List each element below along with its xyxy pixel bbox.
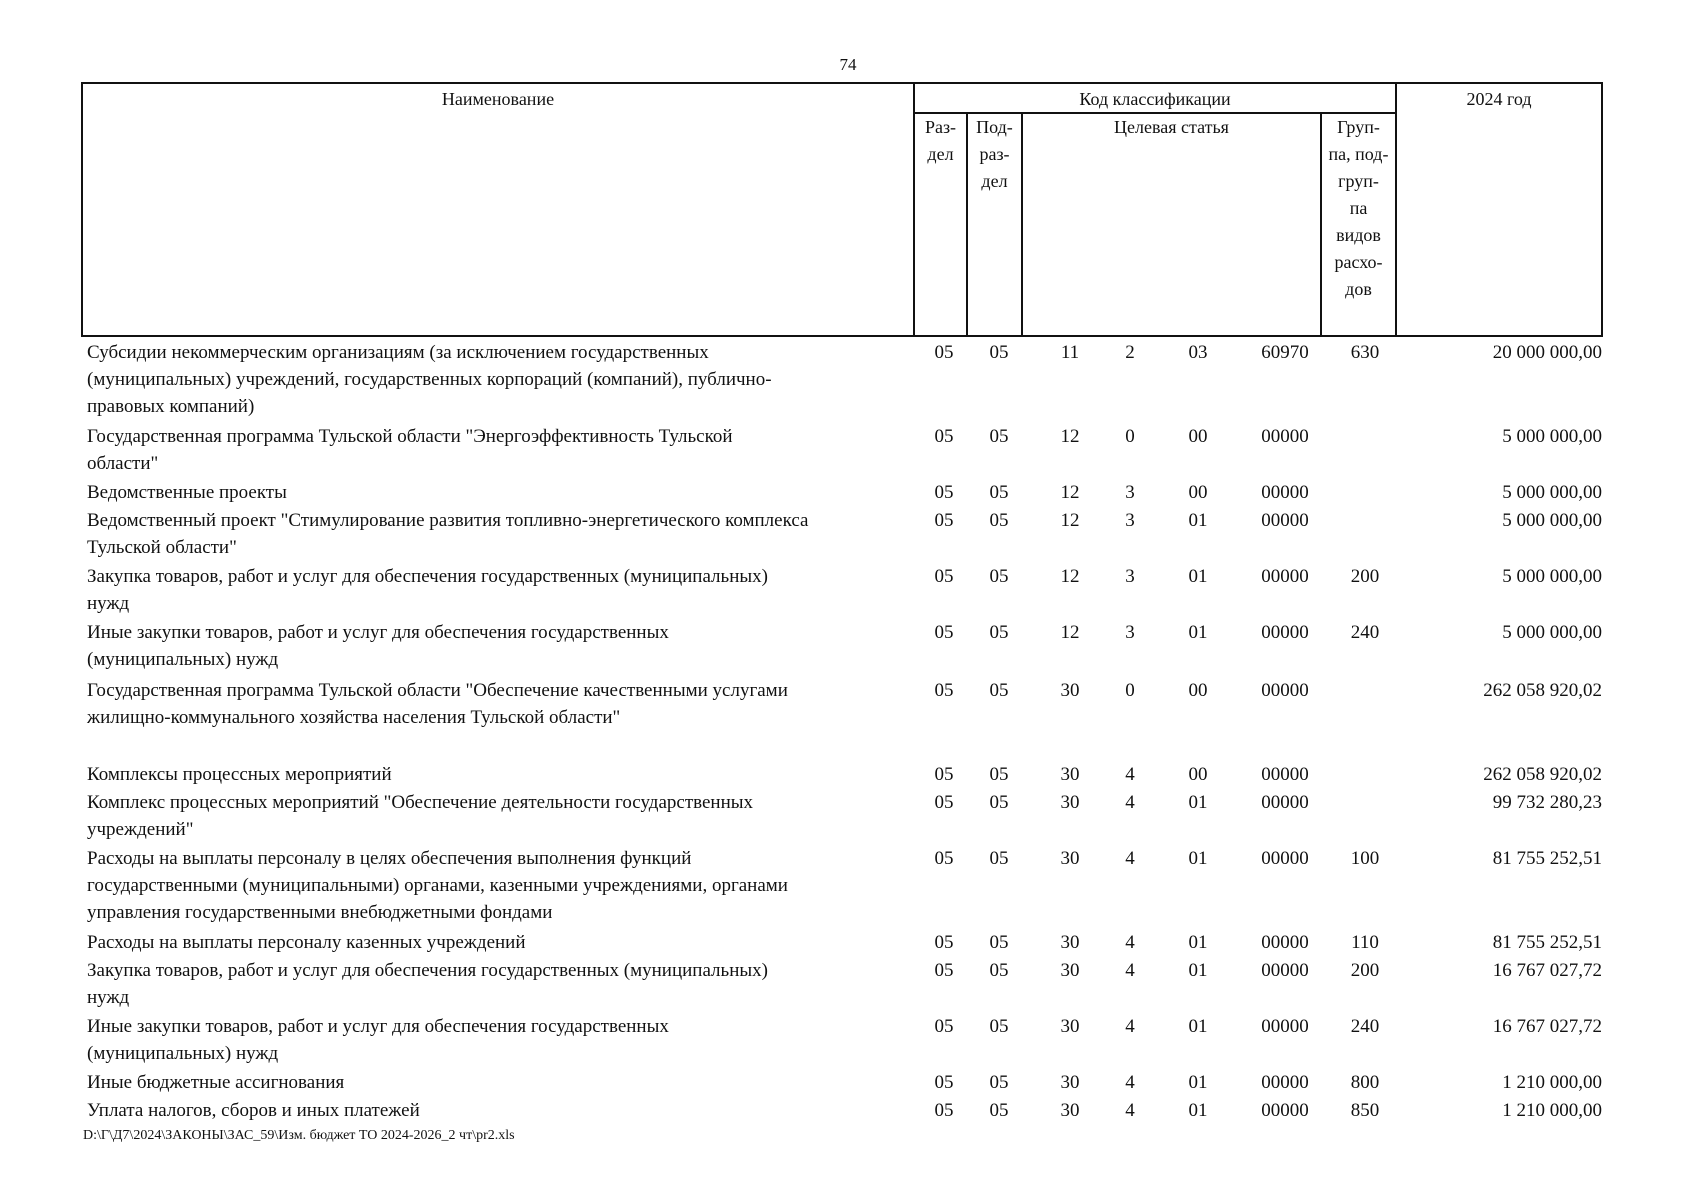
row-event-code: 00	[1188, 680, 1208, 701]
row-razdel: 05	[934, 510, 954, 531]
row-podrazdel: 05	[989, 342, 1009, 363]
row-event-code: 00	[1188, 482, 1208, 503]
row-amount: 262 058 920,02	[1483, 764, 1602, 785]
row-name: Иные закупки товаров, работ и услуг для обеспечения государственных (муниципальных) нужд	[87, 622, 669, 670]
row-program-code: 11	[1060, 342, 1080, 363]
row-subprogram-code: 3	[1125, 622, 1135, 643]
row-program-code: 12	[1060, 622, 1080, 643]
row-razdel: 05	[934, 1072, 954, 1093]
row-expense-type: 110	[1351, 932, 1379, 953]
row-subprogram-code: 4	[1125, 932, 1135, 953]
row-program-code: 12	[1060, 566, 1080, 587]
row-event-code: 01	[1188, 960, 1208, 981]
row-direction-code: 00000	[1261, 1016, 1309, 1037]
row-expense-type: 100	[1350, 848, 1380, 869]
row-name: Расходы на выплаты персоналу казенных учреждений	[87, 932, 526, 953]
row-name: Комплексы процессных мероприятий	[87, 764, 392, 785]
row-subprogram-code: 3	[1125, 482, 1135, 503]
row-name: Ведомственные проекты	[87, 482, 287, 503]
row-name: Субсидии некоммерческим организациям (за исключением государственных (муниципальных) учреждений, государственных корпораций (компаний), публично- правовых компаний)	[87, 342, 772, 417]
row-name: Иные бюджетные ассигнования	[87, 1072, 345, 1093]
row-event-code: 01	[1188, 566, 1208, 587]
row-subprogram-code: 4	[1125, 848, 1135, 869]
row-subprogram-code: 4	[1125, 1016, 1135, 1037]
row-program-code: 30	[1060, 932, 1080, 953]
row-program-code: 30	[1060, 792, 1080, 813]
row-name: Государственная программа Тульской области "Обеспечение качественными услугами жилищно-коммунального хозяйства населения Тульской области"	[87, 680, 788, 728]
row-direction-code: 00000	[1261, 622, 1309, 643]
row-podrazdel: 05	[989, 960, 1009, 981]
row-name: Уплата налогов, сборов и иных платежей	[87, 1100, 420, 1121]
row-program-code: 30	[1060, 764, 1080, 785]
row-podrazdel: 05	[989, 680, 1009, 701]
row-razdel: 05	[934, 482, 954, 503]
row-name: Иные закупки товаров, работ и услуг для обеспечения государственных (муниципальных) нужд	[87, 1016, 669, 1064]
row-razdel: 05	[934, 342, 954, 363]
row-subprogram-code: 4	[1125, 764, 1135, 785]
row-podrazdel: 05	[989, 932, 1009, 953]
row-program-code: 30	[1060, 1072, 1080, 1093]
row-subprogram-code: 0	[1125, 426, 1135, 447]
row-razdel: 05	[934, 680, 954, 701]
row-podrazdel: 05	[989, 1100, 1009, 1121]
row-razdel: 05	[934, 566, 954, 587]
row-podrazdel: 05	[989, 1016, 1009, 1037]
row-podrazdel: 05	[989, 426, 1009, 447]
table-header	[81, 82, 1603, 337]
row-subprogram-code: 4	[1125, 1100, 1135, 1121]
row-direction-code: 00000	[1261, 1072, 1309, 1093]
row-razdel: 05	[934, 960, 954, 981]
row-razdel: 05	[934, 622, 954, 643]
row-podrazdel: 05	[989, 764, 1009, 785]
row-program-code: 30	[1060, 848, 1080, 869]
row-podrazdel: 05	[989, 622, 1009, 643]
row-expense-type: 850	[1350, 1100, 1380, 1121]
row-subprogram-code: 0	[1125, 680, 1135, 701]
row-direction-code: 00000	[1261, 1100, 1309, 1121]
row-program-code: 30	[1060, 680, 1080, 701]
row-name: Государственная программа Тульской области "Энергоэффективность Тульской области"	[87, 426, 733, 474]
header-razdel: Раз- дел	[924, 117, 957, 164]
row-subprogram-code: 2	[1125, 342, 1135, 363]
row-name: Расходы на выплаты персоналу в целях обеспечения выполнения функций государственными (муниципальными) органами, казенными учреждениями, органами управления государственными внебюджетными фондами	[87, 848, 788, 923]
row-direction-code: 00000	[1261, 566, 1309, 587]
header-code: Код классификации	[1079, 89, 1231, 109]
row-program-code: 30	[1060, 1016, 1080, 1037]
row-razdel: 05	[934, 792, 954, 813]
row-direction-code: 00000	[1261, 848, 1309, 869]
header-group: Груп- па, под- груп- па видов расхо- дов	[1328, 117, 1389, 299]
row-expense-type: 200	[1350, 960, 1380, 981]
row-program-code: 30	[1060, 960, 1080, 981]
row-podrazdel: 05	[989, 482, 1009, 503]
row-subprogram-code: 3	[1125, 566, 1135, 587]
row-amount: 1 210 000,00	[1502, 1072, 1602, 1093]
row-event-code: 01	[1188, 792, 1208, 813]
row-direction-code: 00000	[1261, 792, 1309, 813]
row-event-code: 01	[1188, 1072, 1208, 1093]
row-program-code: 12	[1060, 426, 1080, 447]
row-event-code: 01	[1188, 510, 1208, 531]
row-razdel: 05	[934, 1016, 954, 1037]
row-podrazdel: 05	[989, 510, 1009, 531]
row-event-code: 00	[1188, 426, 1208, 447]
row-podrazdel: 05	[989, 1072, 1009, 1093]
row-expense-type: 240	[1350, 1016, 1380, 1037]
row-razdel: 05	[934, 426, 954, 447]
header-target: Целевая статья	[1114, 117, 1229, 137]
row-amount: 99 732 280,23	[1492, 792, 1602, 813]
row-razdel: 05	[934, 1100, 954, 1121]
row-amount: 262 058 920,02	[1483, 680, 1602, 701]
row-podrazdel: 05	[989, 566, 1009, 587]
row-amount: 5 000 000,00	[1502, 566, 1602, 587]
header-year: 2024 год	[1466, 89, 1532, 109]
row-subprogram-code: 4	[1125, 960, 1135, 981]
row-amount: 5 000 000,00	[1502, 426, 1602, 447]
row-event-code: 01	[1188, 622, 1208, 643]
row-name: Закупка товаров, работ и услуг для обеспечения государственных (муниципальных) нужд	[87, 566, 768, 614]
row-amount: 1 210 000,00	[1502, 1100, 1602, 1121]
row-direction-code: 00000	[1261, 932, 1309, 953]
row-podrazdel: 05	[989, 792, 1009, 813]
row-event-code: 01	[1188, 848, 1208, 869]
row-name: Закупка товаров, работ и услуг для обеспечения государственных (муниципальных) нужд	[87, 960, 768, 1008]
header-podrazdel: Под- раз- дел	[976, 117, 1013, 191]
file-path: D:\Г\Д7\2024\ЗАКОНЫ\ЗАС_59\Изм. бюджет ТО 2024-2026_2 чт\pr2.xls	[83, 1128, 515, 1143]
row-event-code: 01	[1188, 1100, 1208, 1121]
row-name: Ведомственный проект "Стимулирование развития топливно-энергетического комплекса Тульской области"	[87, 510, 809, 558]
row-program-code: 30	[1060, 1100, 1080, 1121]
row-event-code: 00	[1188, 764, 1208, 785]
header-name: Наименование	[441, 89, 555, 109]
row-direction-code: 00000	[1261, 764, 1309, 785]
row-podrazdel: 05	[989, 848, 1009, 869]
row-expense-type: 240	[1350, 622, 1380, 643]
row-subprogram-code: 3	[1125, 510, 1135, 531]
row-direction-code: 00000	[1261, 680, 1309, 701]
row-amount: 16 767 027,72	[1492, 960, 1602, 981]
row-direction-code: 00000	[1261, 482, 1309, 503]
row-name: Комплекс процессных мероприятий "Обеспечение деятельности государственных учреждений"	[87, 792, 754, 840]
row-event-code: 01	[1188, 932, 1208, 953]
row-event-code: 03	[1188, 342, 1208, 363]
row-subprogram-code: 4	[1125, 792, 1135, 813]
row-razdel: 05	[934, 848, 954, 869]
row-direction-code: 00000	[1261, 510, 1309, 531]
row-program-code: 12	[1060, 510, 1080, 531]
page-number: 74	[839, 55, 857, 74]
row-amount: 5 000 000,00	[1502, 510, 1602, 531]
row-expense-type: 800	[1350, 1072, 1380, 1093]
row-direction-code: 60970	[1261, 342, 1309, 363]
row-razdel: 05	[934, 932, 954, 953]
row-amount: 81 755 252,51	[1492, 932, 1602, 953]
row-amount: 16 767 027,72	[1492, 1016, 1602, 1037]
row-amount: 5 000 000,00	[1502, 482, 1602, 503]
row-program-code: 12	[1060, 482, 1080, 503]
row-direction-code: 00000	[1261, 960, 1309, 981]
row-expense-type: 630	[1350, 342, 1380, 363]
row-direction-code: 00000	[1261, 426, 1309, 447]
row-razdel: 05	[934, 764, 954, 785]
row-amount: 5 000 000,00	[1502, 622, 1602, 643]
row-event-code: 01	[1188, 1016, 1208, 1037]
row-expense-type: 200	[1350, 566, 1380, 587]
row-subprogram-code: 4	[1125, 1072, 1135, 1093]
row-amount: 20 000 000,00	[1492, 342, 1602, 363]
row-amount: 81 755 252,51	[1492, 848, 1602, 869]
